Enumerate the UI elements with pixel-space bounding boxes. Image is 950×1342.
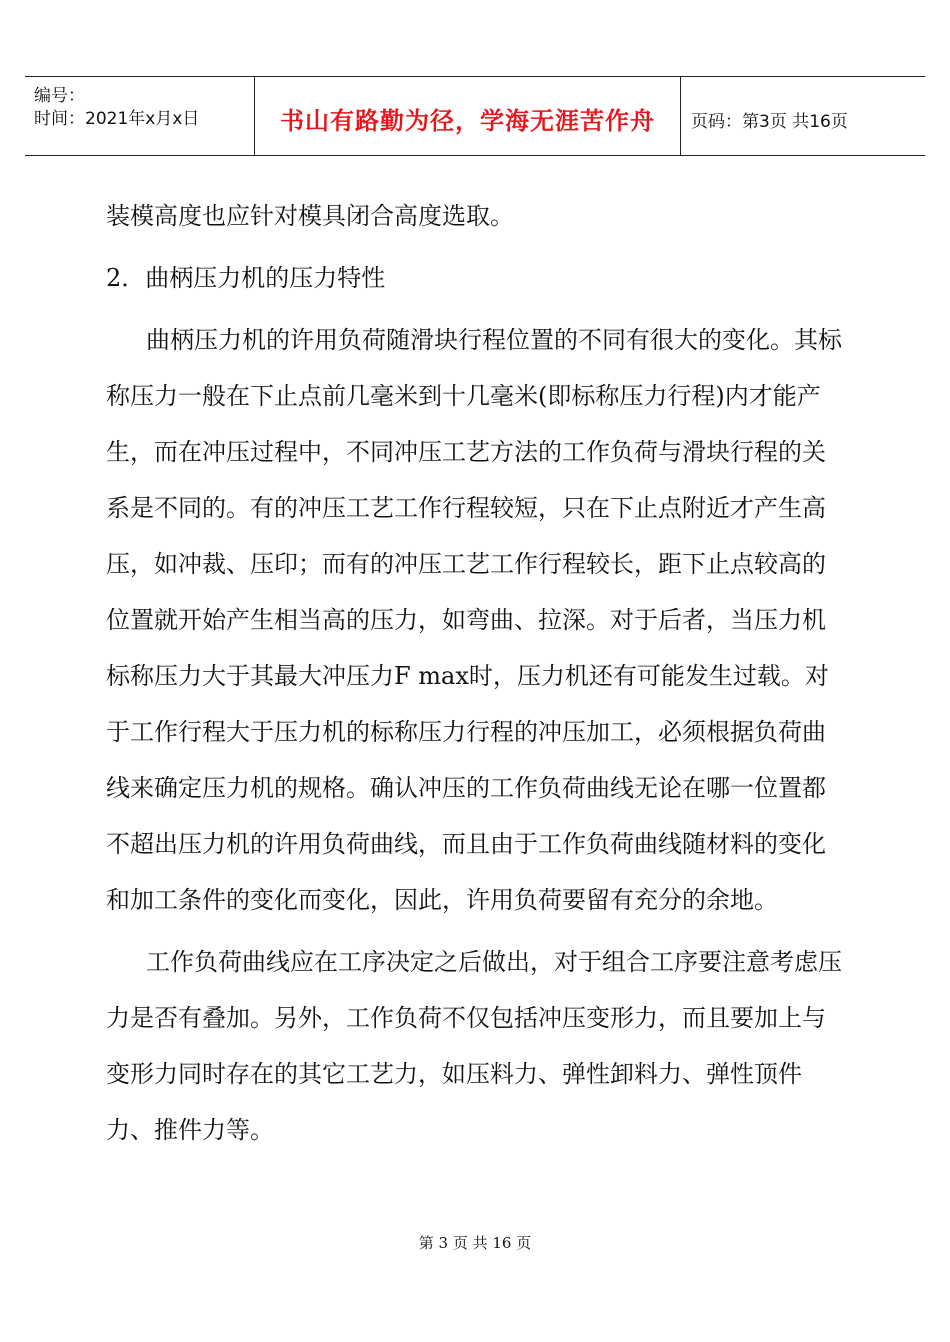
motto: 书山有路勤为径，学海无涯苦作舟 (280, 107, 655, 135)
page-header (25, 76, 925, 156)
page-footer: 第 3 页 共 16 页 (418, 1234, 532, 1252)
document-body (106, 188, 846, 1158)
time-label: 时间：2021年x月x日 (34, 109, 200, 129)
header-page-info: 页码：第3页 共16页 (691, 112, 848, 132)
header-page-cell (679, 77, 925, 155)
section-heading: 2．曲柄压力机的压力特性 (106, 264, 386, 292)
header-motto-cell (254, 77, 681, 155)
paragraph-continuation: 装模高度也应针对模具闭合高度选取。 (106, 202, 514, 230)
number-label: 编号： (34, 86, 85, 106)
paragraph: 曲柄压力机的许用负荷随滑块行程位置的不同有很大的变化。其标称压力一般在下止点前几毫米到十几毫米(即标称压力行程)内才能产生，而在冲压过程中，不同冲压工艺方法的工作负荷与滑块行程的关系是不同的。有的冲压工艺工作行程较短，只在下止点附近才产生高压，如冲裁、压印；而有的冲压工艺工作行程较长，距下止点较高的位置就开始产生相当高的压力，如弯曲、拉深。对于后者，当压力机标称压力大于其最大冲压力F max时，压力机还有可能发生过载。对于工作行程大于压力机的标称压力行程的冲压加工，必须根据负荷曲线来确定压力机的规格。确认冲压的工作负荷曲线无论在哪一位置都不超出压力机的许用负荷曲线，而且由于工作负荷曲线随材料的变化和加工条件的变化而变化，因此，许用负荷要留有充分的余地。 (106, 326, 842, 914)
paragraph: 工作负荷曲线应在工序决定之后做出，对于组合工序要注意考虑压力是否有叠加。另外，工作负荷不仅包括冲压变形力，而且要加上与变形力同时存在的其它工艺力，如压料力、弹性卸料力、弹性顶件力、推件力等。 (106, 948, 842, 1144)
header-info-cell (25, 77, 254, 155)
